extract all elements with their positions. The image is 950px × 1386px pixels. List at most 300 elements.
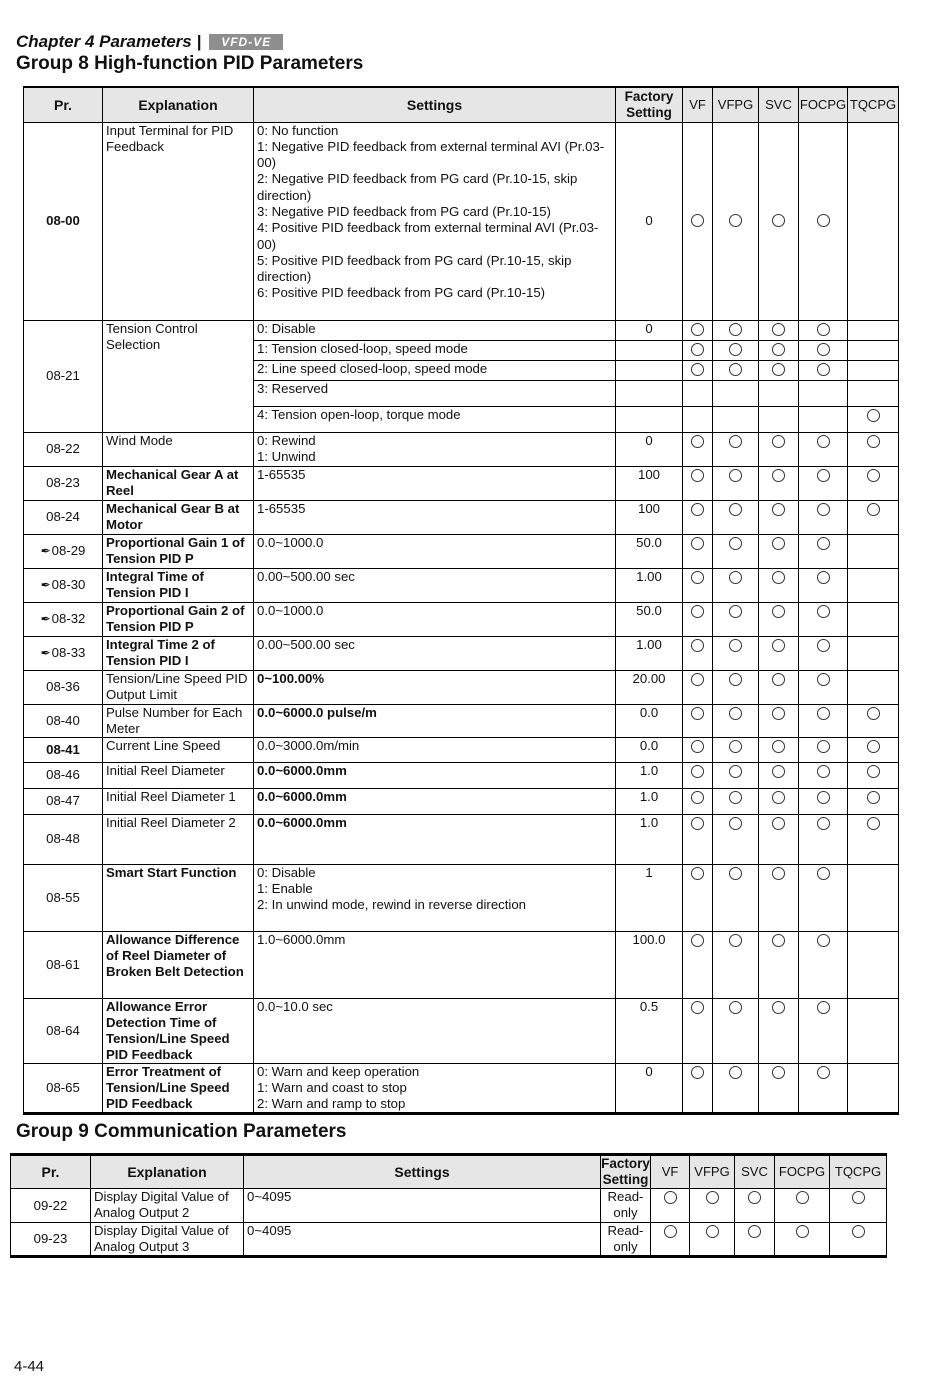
mode-cell-focpg xyxy=(799,432,848,466)
param-number xyxy=(24,814,103,864)
circle-icon xyxy=(772,571,785,584)
factory-setting-cell xyxy=(616,380,683,406)
circle-icon xyxy=(729,1066,742,1079)
explanation-cell: Wind Mode xyxy=(103,432,254,466)
table-row xyxy=(24,432,899,466)
mode-cell-svc xyxy=(759,500,799,534)
param-number-text: 08-32 xyxy=(51,611,86,626)
mode-cell-svc xyxy=(759,704,799,737)
col-header-focpg: FOCPG xyxy=(775,1155,830,1189)
circle-icon xyxy=(817,791,830,804)
mode-cell-tqcpg xyxy=(848,814,899,864)
mode-cell-focpg xyxy=(799,406,848,432)
explanation-cell: Smart Start Function xyxy=(103,864,254,931)
settings-cell: 0~4095 xyxy=(244,1223,601,1257)
mode-cell-vf xyxy=(683,814,713,864)
circle-icon xyxy=(748,1225,761,1238)
circle-icon xyxy=(817,1066,830,1079)
explanation-cell: Display Digital Value of Analog Output 3 xyxy=(91,1223,244,1257)
mode-cell-focpg xyxy=(799,762,848,788)
param-number xyxy=(24,931,103,998)
circle-icon xyxy=(817,765,830,778)
circle-icon xyxy=(772,323,785,336)
mode-cell-vfpg xyxy=(690,1223,735,1257)
mode-cell-svc xyxy=(759,432,799,466)
mode-cell-focpg xyxy=(799,534,848,568)
circle-icon xyxy=(817,673,830,686)
explanation-cell: Integral Time 2 of Tension PID I xyxy=(103,636,254,670)
circle-icon xyxy=(664,1225,677,1238)
explanation-cell: Current Line Speed xyxy=(103,737,254,762)
circle-icon xyxy=(772,605,785,618)
mode-cell-focpg xyxy=(799,737,848,762)
mode-cell-tqcpg xyxy=(848,500,899,534)
circle-icon xyxy=(796,1225,809,1238)
circle-icon xyxy=(817,1001,830,1014)
circle-icon xyxy=(817,343,830,356)
explanation-cell: Allowance Error Detection Time of Tension/Line Speed PID Feedback xyxy=(103,998,254,1063)
mode-cell-tqcpg xyxy=(830,1189,887,1223)
mode-cell-tqcpg xyxy=(848,737,899,762)
param-number-text: 08-00 xyxy=(46,213,80,228)
explanation-cell: Input Terminal for PID Feedback xyxy=(103,122,254,320)
col-header-vfpg: VFPG xyxy=(713,87,759,122)
explanation-cell: Pulse Number for Each Meter xyxy=(103,704,254,737)
circle-icon xyxy=(729,817,742,830)
table-row xyxy=(11,1189,887,1223)
mode-cell-vf xyxy=(683,998,713,1063)
group8-table xyxy=(23,86,899,1115)
circle-icon xyxy=(772,817,785,830)
circle-icon xyxy=(817,214,830,227)
mode-cell-svc xyxy=(759,1063,799,1113)
col-header-vfpg: VFPG xyxy=(690,1155,735,1189)
mode-cell-vfpg xyxy=(713,704,759,737)
circle-icon xyxy=(691,740,704,753)
table-row xyxy=(24,670,899,704)
circle-icon xyxy=(729,214,742,227)
mode-cell-svc xyxy=(759,788,799,814)
settings-cell: 1-65535 xyxy=(254,500,616,534)
circle-icon xyxy=(729,867,742,880)
factory-setting-cell xyxy=(616,406,683,432)
param-number xyxy=(11,1223,91,1257)
settings-cell: 1.0~6000.0mm xyxy=(254,931,616,998)
circle-icon xyxy=(772,503,785,516)
mode-cell-svc xyxy=(759,602,799,636)
mode-cell-tqcpg xyxy=(848,1063,899,1113)
mode-cell-tqcpg xyxy=(848,762,899,788)
mode-cell-vfpg xyxy=(713,602,759,636)
mode-cell-focpg xyxy=(799,864,848,931)
circle-icon xyxy=(691,817,704,830)
circle-icon xyxy=(729,571,742,584)
mode-cell-focpg xyxy=(799,500,848,534)
table-row xyxy=(24,1063,899,1113)
param-number-text: 09-22 xyxy=(33,1197,68,1213)
mode-cell-svc xyxy=(759,466,799,500)
param-number xyxy=(24,737,103,762)
table-row xyxy=(24,568,899,602)
circle-icon xyxy=(729,791,742,804)
mode-cell-vf xyxy=(683,864,713,931)
settings-cell: 0: Disable xyxy=(254,320,616,340)
mode-cell-vfpg xyxy=(713,788,759,814)
circle-icon xyxy=(867,707,880,720)
circle-icon xyxy=(691,323,704,336)
col-header-tqcpg: TQCPG xyxy=(830,1155,887,1189)
col-header-svc: SVC xyxy=(759,87,799,122)
settings-cell: 0.0~10.0 sec xyxy=(254,998,616,1063)
mode-cell-vfpg xyxy=(713,432,759,466)
explanation-cell: Initial Reel Diameter xyxy=(103,762,254,788)
circle-icon xyxy=(729,503,742,516)
mode-cell-vfpg xyxy=(713,340,759,360)
circle-icon xyxy=(729,323,742,336)
mode-cell-focpg xyxy=(799,320,848,340)
mode-cell-vf xyxy=(651,1223,690,1257)
mode-cell-vf xyxy=(683,1063,713,1113)
param-number xyxy=(24,568,103,602)
circle-icon xyxy=(691,1001,704,1014)
settings-cell: 0~100.00% xyxy=(254,670,616,704)
circle-icon xyxy=(772,469,785,482)
settings-cell: 0.0~6000.0 pulse/m xyxy=(254,704,616,737)
circle-icon xyxy=(748,1191,761,1204)
mode-cell-tqcpg xyxy=(848,380,899,406)
mode-cell-vf xyxy=(683,636,713,670)
group9-title: Group 9 Communication Parameters xyxy=(16,1121,347,1142)
param-number-text: 08-40 xyxy=(46,712,80,728)
circle-icon xyxy=(729,765,742,778)
mode-cell-focpg xyxy=(799,670,848,704)
circle-icon xyxy=(706,1191,719,1204)
mode-cell-svc xyxy=(759,670,799,704)
mode-cell-tqcpg xyxy=(848,864,899,931)
factory-setting-cell xyxy=(616,360,683,380)
circle-icon xyxy=(817,867,830,880)
circle-icon xyxy=(664,1191,677,1204)
mode-cell-vf xyxy=(683,122,713,320)
circle-icon xyxy=(867,765,880,778)
table-row xyxy=(24,737,899,762)
factory-setting-cell: 1 xyxy=(616,864,683,931)
param-number-text: 08-22 xyxy=(46,441,80,456)
mode-cell-vf xyxy=(683,340,713,360)
param-number xyxy=(24,1063,103,1113)
mode-cell-vfpg xyxy=(690,1189,735,1223)
settings-cell: 3: Reserved xyxy=(254,380,616,406)
group9-table xyxy=(10,1153,887,1258)
col-header-settings: Settings xyxy=(244,1155,601,1189)
mode-cell-focpg xyxy=(799,380,848,406)
circle-icon xyxy=(691,791,704,804)
factory-setting-cell: 50.0 xyxy=(616,602,683,636)
circle-icon xyxy=(729,363,742,376)
circle-icon xyxy=(691,469,704,482)
mode-cell-vfpg xyxy=(713,737,759,762)
factory-setting-cell: 100.0 xyxy=(616,931,683,998)
param-number xyxy=(24,466,103,500)
mode-cell-tqcpg xyxy=(848,636,899,670)
circle-icon xyxy=(772,1001,785,1014)
circle-icon xyxy=(796,1191,809,1204)
circle-icon xyxy=(772,639,785,652)
col-header-factory: Factory Setting xyxy=(616,87,683,122)
mode-cell-tqcpg xyxy=(848,360,899,380)
explanation-cell: Proportional Gain 1 of Tension PID P xyxy=(103,534,254,568)
table-header-row xyxy=(11,1155,887,1189)
mode-cell-focpg xyxy=(799,466,848,500)
mode-cell-vf xyxy=(683,704,713,737)
chapter-title: Chapter 4 Parameters | xyxy=(16,32,202,51)
factory-setting-cell: 0.0 xyxy=(616,737,683,762)
factory-setting-cell: Read-only xyxy=(601,1223,651,1257)
circle-icon xyxy=(817,571,830,584)
mode-cell-svc xyxy=(759,380,799,406)
explanation-cell: Display Digital Value of Analog Output 2 xyxy=(91,1189,244,1223)
mode-cell-svc xyxy=(759,814,799,864)
param-number xyxy=(24,998,103,1063)
mode-cell-focpg xyxy=(799,1063,848,1113)
mode-cell-svc xyxy=(759,122,799,320)
mode-cell-vf xyxy=(683,500,713,534)
mode-cell-focpg xyxy=(799,814,848,864)
circle-icon xyxy=(817,639,830,652)
mode-cell-vf xyxy=(683,788,713,814)
mode-cell-focpg xyxy=(799,704,848,737)
settings-cell: 1: Tension closed-loop, speed mode xyxy=(254,340,616,360)
mode-cell-vf xyxy=(683,320,713,340)
param-number xyxy=(24,762,103,788)
param-number-text: 08-24 xyxy=(46,509,80,524)
mode-cell-svc xyxy=(759,340,799,360)
table-row xyxy=(24,122,899,320)
circle-icon xyxy=(817,934,830,947)
param-number-text: 08-21 xyxy=(46,368,80,383)
mode-cell-vf xyxy=(683,568,713,602)
settings-cell: 4: Tension open-loop, torque mode xyxy=(254,406,616,432)
pencil-icon: ✒ xyxy=(40,578,51,592)
mode-cell-tqcpg xyxy=(848,320,899,340)
explanation-cell: Mechanical Gear B at Motor xyxy=(103,500,254,534)
factory-setting-cell: 0.5 xyxy=(616,998,683,1063)
settings-cell: 0.0~6000.0mm xyxy=(254,762,616,788)
settings-cell: 0.0~1000.0 xyxy=(254,534,616,568)
circle-icon xyxy=(691,363,704,376)
mode-cell-focpg xyxy=(799,931,848,998)
circle-icon xyxy=(729,537,742,550)
col-header-tqcpg: TQCPG xyxy=(848,87,899,122)
mode-cell-tqcpg xyxy=(848,406,899,432)
mode-cell-focpg xyxy=(775,1223,830,1257)
mode-cell-tqcpg xyxy=(848,602,899,636)
factory-setting-cell: 1.0 xyxy=(616,814,683,864)
circle-icon xyxy=(729,343,742,356)
mode-cell-svc xyxy=(759,534,799,568)
factory-setting-cell xyxy=(616,340,683,360)
param-number xyxy=(24,788,103,814)
circle-icon xyxy=(867,435,880,448)
param-number-text: 08-47 xyxy=(46,793,80,808)
brand-logo: VFD-VE xyxy=(209,34,283,50)
circle-icon xyxy=(867,791,880,804)
table-row xyxy=(24,320,899,340)
factory-setting-cell: 0 xyxy=(616,432,683,466)
circle-icon xyxy=(772,435,785,448)
circle-icon xyxy=(772,1066,785,1079)
mode-cell-vf xyxy=(683,466,713,500)
circle-icon xyxy=(691,605,704,618)
mode-cell-vfpg xyxy=(713,500,759,534)
circle-icon xyxy=(729,673,742,686)
circle-icon xyxy=(691,214,704,227)
explanation-cell: Tension Control Selection xyxy=(103,320,254,432)
mode-cell-focpg xyxy=(799,636,848,670)
mode-cell-tqcpg xyxy=(848,670,899,704)
pencil-icon: ✒ xyxy=(40,544,51,558)
param-number xyxy=(24,500,103,534)
circle-icon xyxy=(691,343,704,356)
mode-cell-tqcpg xyxy=(848,432,899,466)
mode-cell-vf xyxy=(683,406,713,432)
mode-cell-vfpg xyxy=(713,998,759,1063)
mode-cell-vfpg xyxy=(713,762,759,788)
circle-icon xyxy=(772,740,785,753)
mode-cell-focpg xyxy=(799,568,848,602)
settings-cell: 0.0~3000.0m/min xyxy=(254,737,616,762)
circle-icon xyxy=(772,363,785,376)
param-number xyxy=(24,864,103,931)
explanation-cell: Initial Reel Diameter 1 xyxy=(103,788,254,814)
circle-icon xyxy=(691,571,704,584)
mode-cell-tqcpg xyxy=(848,534,899,568)
mode-cell-vfpg xyxy=(713,406,759,432)
mode-cell-vf xyxy=(651,1189,690,1223)
col-header-explanation: Explanation xyxy=(103,87,254,122)
circle-icon xyxy=(867,503,880,516)
factory-setting-cell: 1.0 xyxy=(616,762,683,788)
circle-icon xyxy=(867,817,880,830)
mode-cell-svc xyxy=(735,1189,775,1223)
mode-cell-vf xyxy=(683,432,713,466)
table-row xyxy=(24,636,899,670)
circle-icon xyxy=(867,469,880,482)
param-number xyxy=(11,1189,91,1223)
mode-cell-tqcpg xyxy=(848,466,899,500)
mode-cell-vfpg xyxy=(713,568,759,602)
settings-cell: 0: Disable 1: Enable 2: In unwind mode, rewind in reverse direction xyxy=(254,864,616,931)
settings-cell: 0.0~6000.0mm xyxy=(254,814,616,864)
circle-icon xyxy=(729,469,742,482)
table-row xyxy=(24,704,899,737)
mode-cell-focpg xyxy=(799,340,848,360)
circle-icon xyxy=(772,765,785,778)
mode-cell-tqcpg xyxy=(848,568,899,602)
param-number-text: 08-64 xyxy=(46,1022,80,1038)
mode-cell-vfpg xyxy=(713,1063,759,1113)
mode-cell-vfpg xyxy=(713,670,759,704)
param-number-text: 08-65 xyxy=(46,1079,80,1095)
group8-title: Group 8 High-function PID Parameters xyxy=(16,53,364,74)
table-row xyxy=(24,931,899,998)
col-header-pr: Pr. xyxy=(11,1155,91,1189)
mode-cell-svc xyxy=(735,1223,775,1257)
mode-cell-vfpg xyxy=(713,814,759,864)
param-number-text: 08-23 xyxy=(46,475,80,490)
mode-cell-vfpg xyxy=(713,360,759,380)
mode-cell-tqcpg xyxy=(848,340,899,360)
factory-setting-cell: 1.00 xyxy=(616,568,683,602)
mode-cell-vfpg xyxy=(713,320,759,340)
circle-icon xyxy=(691,707,704,720)
explanation-cell: Initial Reel Diameter 2 xyxy=(103,814,254,864)
mode-cell-focpg xyxy=(799,998,848,1063)
settings-cell: 0~4095 xyxy=(244,1189,601,1223)
circle-icon xyxy=(817,435,830,448)
param-number xyxy=(24,122,103,320)
settings-cell: 0: Warn and keep operation 1: Warn and coast to stop 2: Warn and ramp to stop xyxy=(254,1063,616,1113)
circle-icon xyxy=(691,639,704,652)
table-row xyxy=(24,500,899,534)
explanation-cell: Integral Time of Tension PID I xyxy=(103,568,254,602)
circle-icon xyxy=(772,934,785,947)
param-number xyxy=(24,636,103,670)
explanation-cell: Allowance Difference of Reel Diameter of Broken Belt Detection xyxy=(103,931,254,998)
table-row xyxy=(24,466,899,500)
col-header-explanation: Explanation xyxy=(91,1155,244,1189)
table-row xyxy=(24,602,899,636)
col-header-factory: Factory Setting xyxy=(601,1156,650,1187)
circle-icon xyxy=(729,605,742,618)
circle-icon xyxy=(817,817,830,830)
factory-setting-cell: 100 xyxy=(616,500,683,534)
mode-cell-svc xyxy=(759,998,799,1063)
chapter-header xyxy=(16,32,283,52)
mode-cell-tqcpg xyxy=(848,122,899,320)
mode-cell-focpg xyxy=(775,1189,830,1223)
circle-icon xyxy=(817,740,830,753)
param-number-text: 09-23 xyxy=(33,1231,68,1246)
mode-cell-svc xyxy=(759,406,799,432)
factory-setting-cell: 0 xyxy=(616,320,683,340)
mode-cell-svc xyxy=(759,737,799,762)
circle-icon xyxy=(729,934,742,947)
param-number-text: 08-33 xyxy=(51,645,86,660)
mode-cell-svc xyxy=(759,360,799,380)
circle-icon xyxy=(772,707,785,720)
circle-icon xyxy=(867,740,880,753)
circle-icon xyxy=(691,537,704,550)
settings-cell: 0: No function 1: Negative PID feedback from external terminal AVI (Pr.03-00) 2: Negative PID feedback from PG card (Pr.10-15, skip direction) 3: Negative PID feedback from PG card (Pr.10-15) 4: Positive PID feedback from external terminal AVI (Pr.03-00) 5: Positive PID feedback from PG card (Pr.10-15, skip direction) 6: Positive PID feedback from PG card (Pr.10-15) xyxy=(254,122,616,320)
param-number xyxy=(24,670,103,704)
circle-icon xyxy=(817,605,830,618)
param-number-text: 08-29 xyxy=(51,543,86,558)
mode-cell-vf xyxy=(683,737,713,762)
col-header-vf: VF xyxy=(651,1155,690,1189)
mode-cell-vf xyxy=(683,380,713,406)
table-row xyxy=(24,534,899,568)
circle-icon xyxy=(691,673,704,686)
mode-cell-svc xyxy=(759,568,799,602)
settings-cell: 0: Rewind 1: Unwind xyxy=(254,432,616,466)
mode-cell-vfpg xyxy=(713,466,759,500)
circle-icon xyxy=(729,639,742,652)
table-header-row xyxy=(24,87,899,122)
circle-icon xyxy=(772,867,785,880)
circle-icon xyxy=(852,1225,865,1238)
mode-cell-vfpg xyxy=(713,380,759,406)
